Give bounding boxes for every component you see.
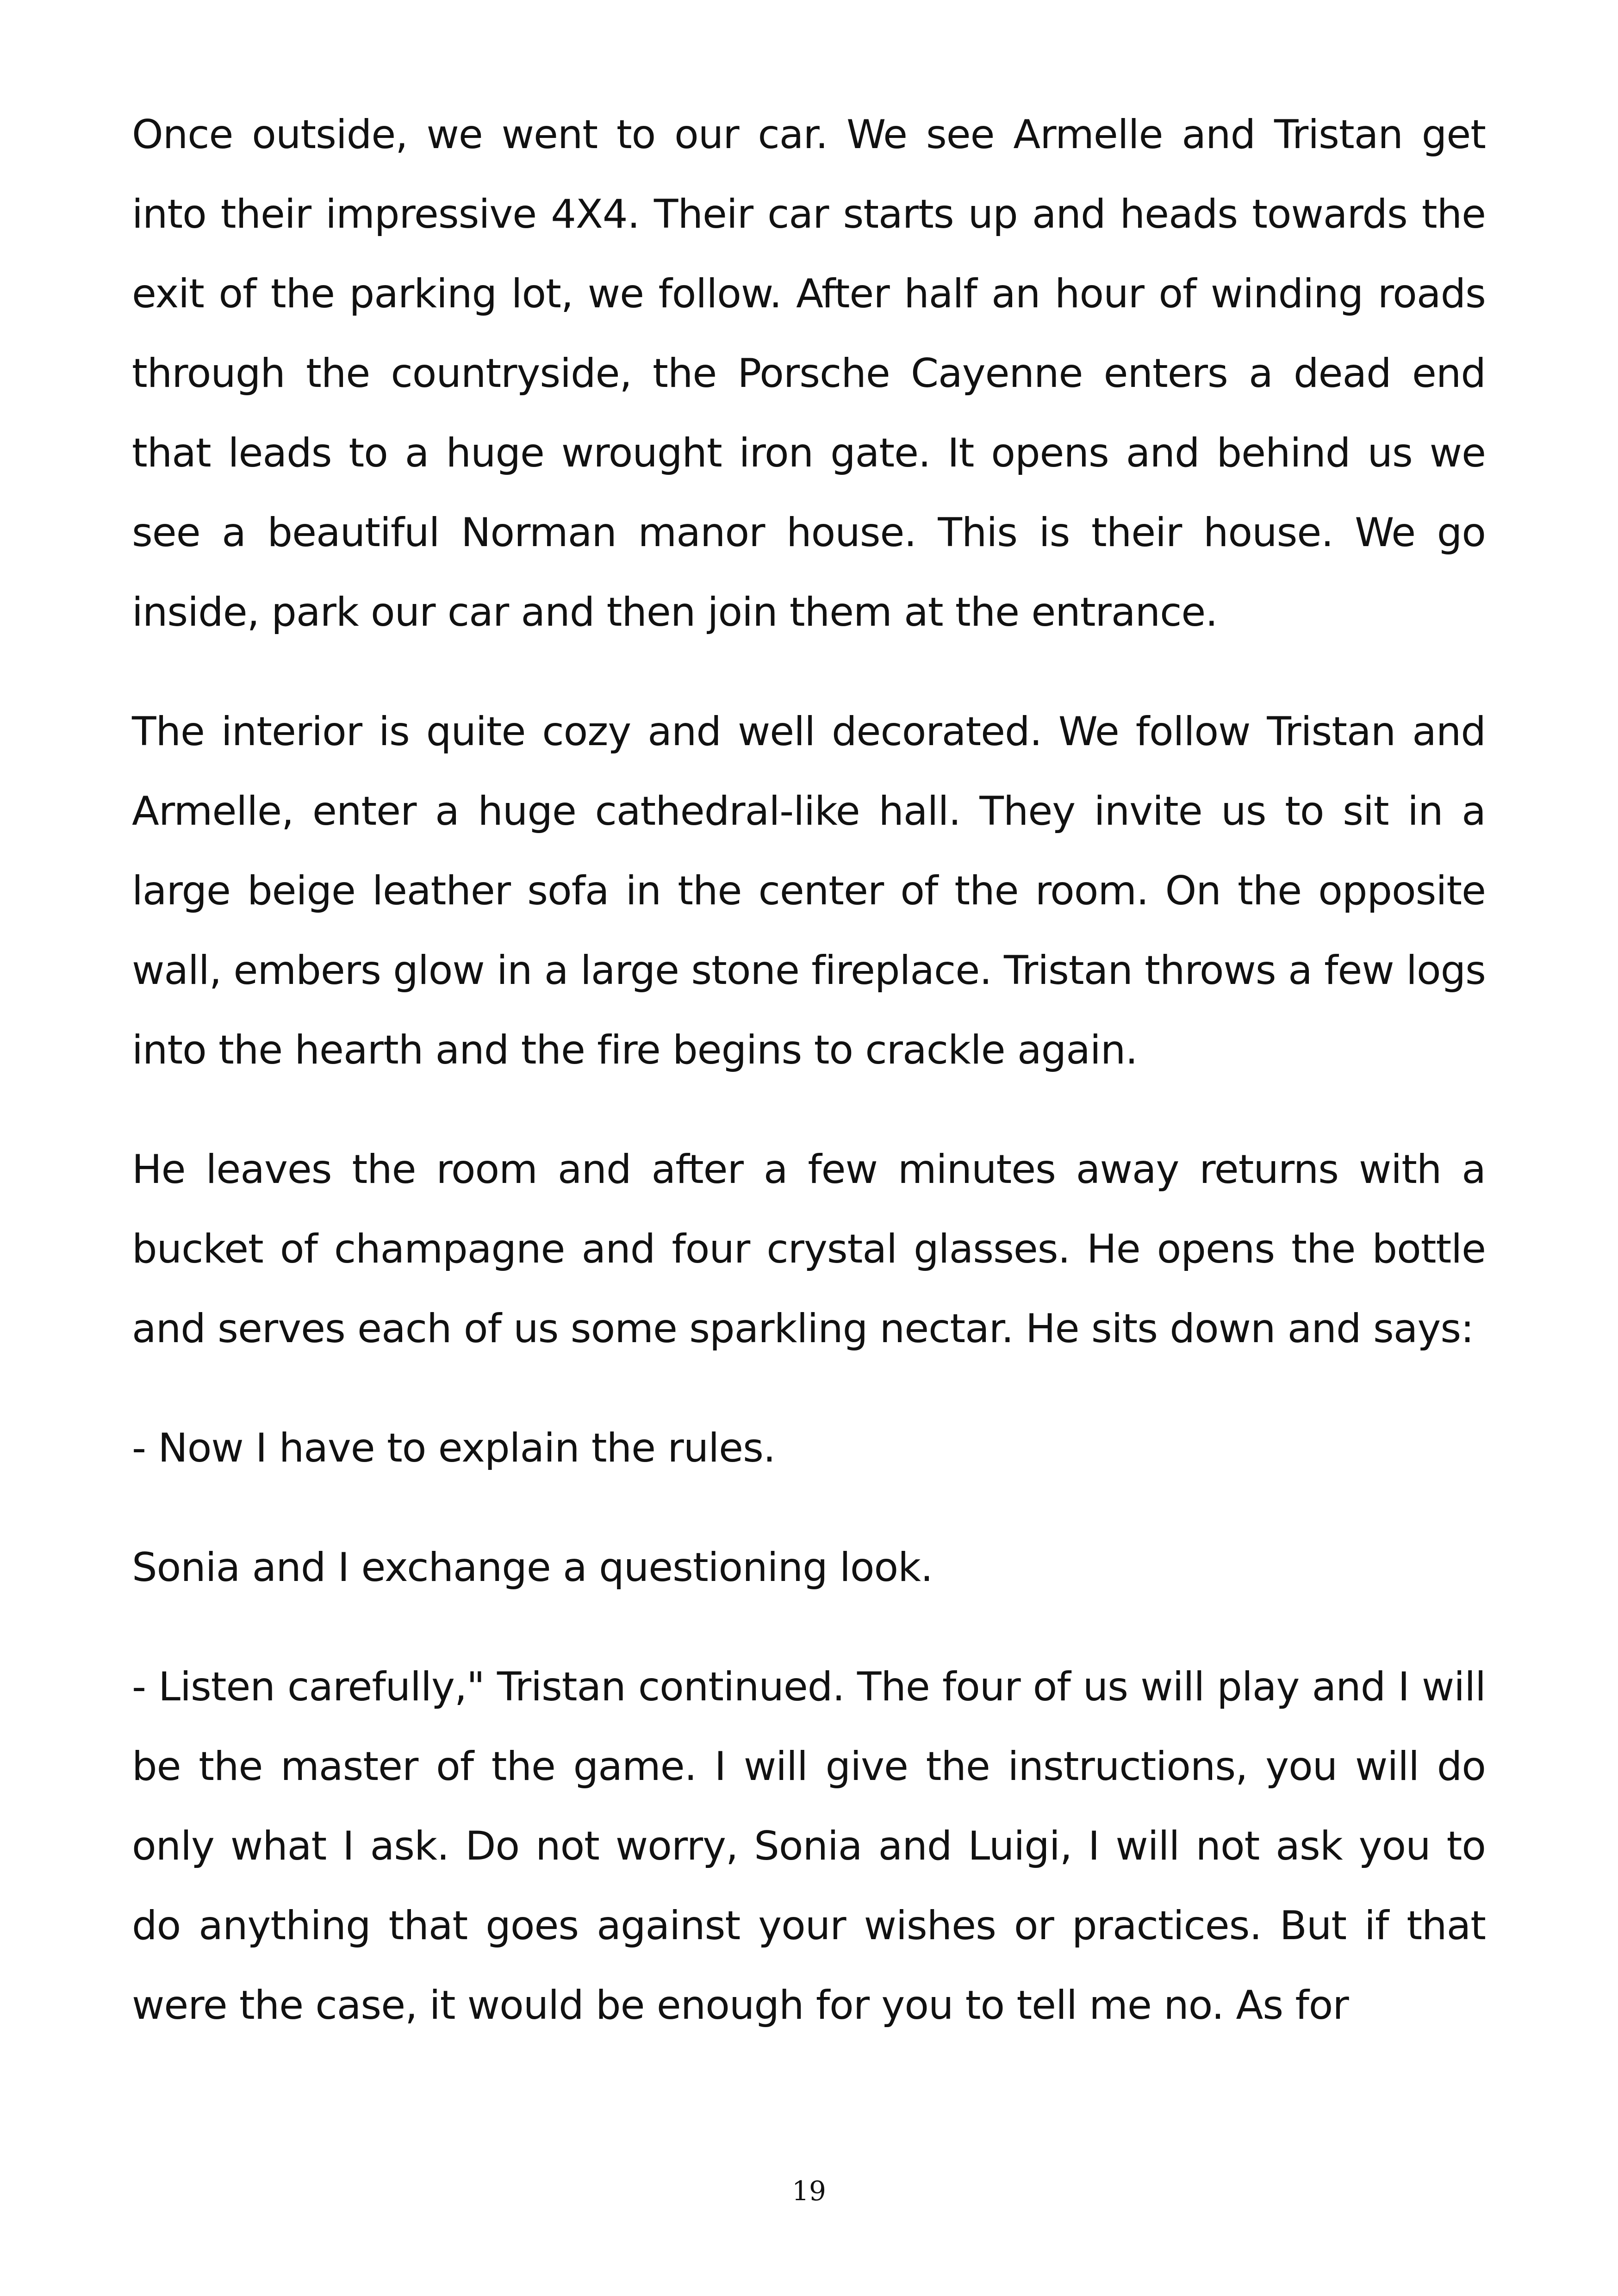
paragraph-rules-line: - Now I have to explain the rules. xyxy=(132,1425,776,1471)
paragraph-champagne: He leaves the room and after a few minutes away returns with a bucket of champagne and four crystal glasses. He opens the bottle and serves each of us some sparkling nectar. He sits down and says: xyxy=(132,1146,1486,1352)
paragraph-interior: The interior is quite cozy and well decorated. We follow Tristan and Armelle, enter a huge cathedral-like hall. They invite us to sit in a large beige leather sofa in the center of the room. On the opposite wall, embers glow in a large stone fireplace. Tristan throws a few logs into the hearth and the fire begins to crackle again. xyxy=(132,709,1486,1073)
page-number: 19 xyxy=(792,2175,826,2207)
paragraph-instructions: - Listen carefully," Tristan continued. The four of us will play and I will be the master of the game. I will give the instructions, you will do only what I ask. Do not worry, Sonia and Luigi, I will not ask you to do anything that goes against your wishes or practices. But if that were the case, it would be enough for you to tell me no. As for xyxy=(132,1664,1486,2028)
paragraph-questioning-look: Sonia and I exchange a questioning look. xyxy=(132,1544,933,1591)
body-text xyxy=(132,95,1486,2085)
paragraph-arrival: Once outside, we went to our car. We see Armelle and Tristan get into their impressive 4X4. Their car starts up and heads towards the exit of the parking lot, we follow. After half an hour of winding roads through the countryside, the Porsche Cayenne enters a dead end that leads to a huge wrought iron gate. It opens and behind us we see a beautiful Norman manor house. This is their house. We go inside, park our car and then join them at the entrance. xyxy=(132,112,1486,635)
